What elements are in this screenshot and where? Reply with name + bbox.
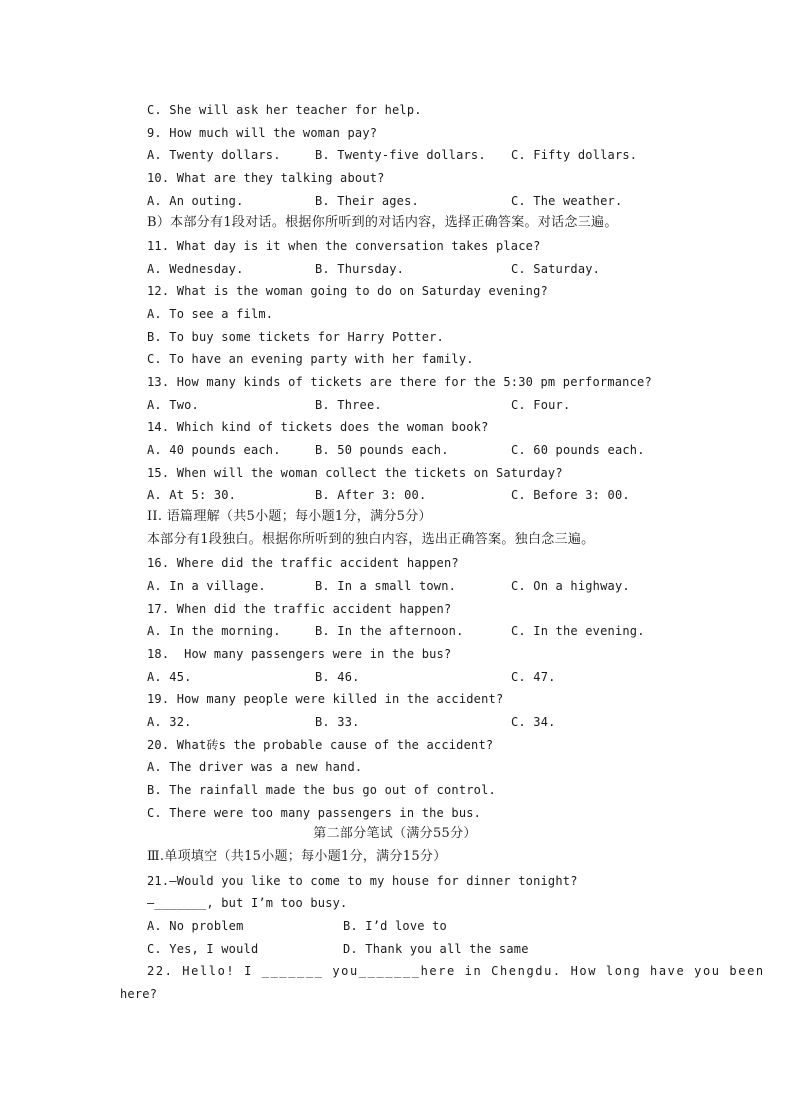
section-b-instructions: B）本部分有1段对话。根据你所听到的对话内容，选择正确答案。对话念三遍。 [147, 215, 618, 230]
q10-option-b: B. Their ages. [315, 194, 419, 208]
question-19: 19. How many people were killed in the accident? [147, 692, 504, 706]
q12-option-c: C. To have an evening party with her family. [147, 352, 474, 366]
q20-option-a: A. The driver was a new hand. [147, 760, 363, 774]
q18-option-b: B. 46. [315, 670, 360, 684]
question-20: 20. What砖s the probable cause of the accident? [147, 738, 494, 752]
question-14: 14. Which kind of tickets does the woman book? [147, 420, 489, 434]
part-two-heading: 第二部分笔试（满分55分） [313, 826, 477, 841]
q12-option-b: B. To buy some tickets for Harry Potter. [147, 330, 444, 344]
q15-option-a: A. At 5: 30. [147, 488, 237, 502]
question-21-response: —_______, but I’m too busy. [147, 896, 348, 910]
question-13: 13. How many kinds of tickets are there for the 5:30 pm performance? [147, 375, 652, 389]
q20-option-c: C. There were too many passengers in the bus. [147, 806, 482, 820]
q14-option-a: A. 40 pounds each. [147, 443, 281, 457]
q18-option-c: C. 47. [511, 670, 556, 684]
q15-option-b: B. After 3: 00. [315, 488, 427, 502]
q17-option-c: C. In the evening. [511, 624, 645, 638]
question-21: 21.—Would you like to come to my house for dinner tonight? [147, 874, 578, 888]
q8-option-c: C. She will ask her teacher for help. [147, 103, 422, 117]
q19-option-b: B. 33. [315, 715, 360, 729]
q16-option-a: A. In a village. [147, 579, 266, 593]
q18-option-a: A. 45. [147, 670, 192, 684]
q21-option-b: B. I’d love to [343, 919, 447, 933]
q9-option-c: C. Fifty dollars. [511, 148, 638, 162]
q16-option-c: C. On a highway. [511, 579, 630, 593]
q9-option-b: B. Twenty-five dollars. [315, 148, 486, 162]
q17-option-a: A. In the morning. [147, 624, 281, 638]
q16-option-b: B. In a small town. [315, 579, 457, 593]
section-iii-heading: Ⅲ.单项填空（共15小题；每小题1分，满分15分） [147, 849, 447, 864]
question-9: 9. How much will the woman pay? [147, 126, 378, 140]
q17-option-b: B. In the afternoon. [315, 624, 464, 638]
question-15: 15. When will the woman collect the tickets on Saturday? [147, 466, 563, 480]
q10-option-a: A. An outing. [147, 194, 244, 208]
q12-option-a: A. To see a film. [147, 307, 274, 321]
question-16: 16. Where did the traffic accident happen? [147, 556, 459, 570]
q10-option-c: C. The weather. [511, 194, 623, 208]
question-10: 10. What are they talking about? [147, 171, 385, 185]
section-ii-instructions: 本部分有1段独白。根据你所听到的独白内容，选出正确答案。独白念三遍。 [147, 532, 595, 547]
question-22: 22. Hello! I _______ you_______here in Chengdu. How long have you been [147, 964, 765, 978]
q21-option-a: A. No problem [147, 919, 244, 933]
q11-option-b: B. Thursday. [315, 262, 405, 276]
q13-option-a: A. Two. [147, 398, 199, 412]
question-11: 11. What day is it when the conversation takes place? [147, 239, 541, 253]
question-18: 18. How many passengers were in the bus? [147, 647, 452, 661]
q19-option-a: A. 32. [147, 715, 192, 729]
question-17: 17. When did the traffic accident happen? [147, 602, 452, 616]
question-12: 12. What is the woman going to do on Saturday evening? [147, 284, 548, 298]
q13-option-c: C. Four. [511, 398, 571, 412]
q11-option-a: A. Wednesday. [147, 262, 244, 276]
section-ii-heading: II. 语篇理解（共5小题；每小题1分，满分5分） [147, 509, 432, 524]
q11-option-c: C. Saturday. [511, 262, 601, 276]
q20-option-b: B. The rainfall made the bus go out of control. [147, 783, 496, 797]
q15-option-c: C. Before 3: 00. [511, 488, 630, 502]
q9-option-a: A. Twenty dollars. [147, 148, 281, 162]
q21-option-d: D. Thank you all the same [343, 942, 529, 956]
q19-option-c: C. 34. [511, 715, 556, 729]
q13-option-b: B. Three. [315, 398, 382, 412]
question-22-continued: here? [120, 987, 158, 1001]
q14-option-b: B. 50 pounds each. [315, 443, 449, 457]
q21-option-c: C. Yes, I would [147, 942, 259, 956]
q14-option-c: C. 60 pounds each. [511, 443, 645, 457]
